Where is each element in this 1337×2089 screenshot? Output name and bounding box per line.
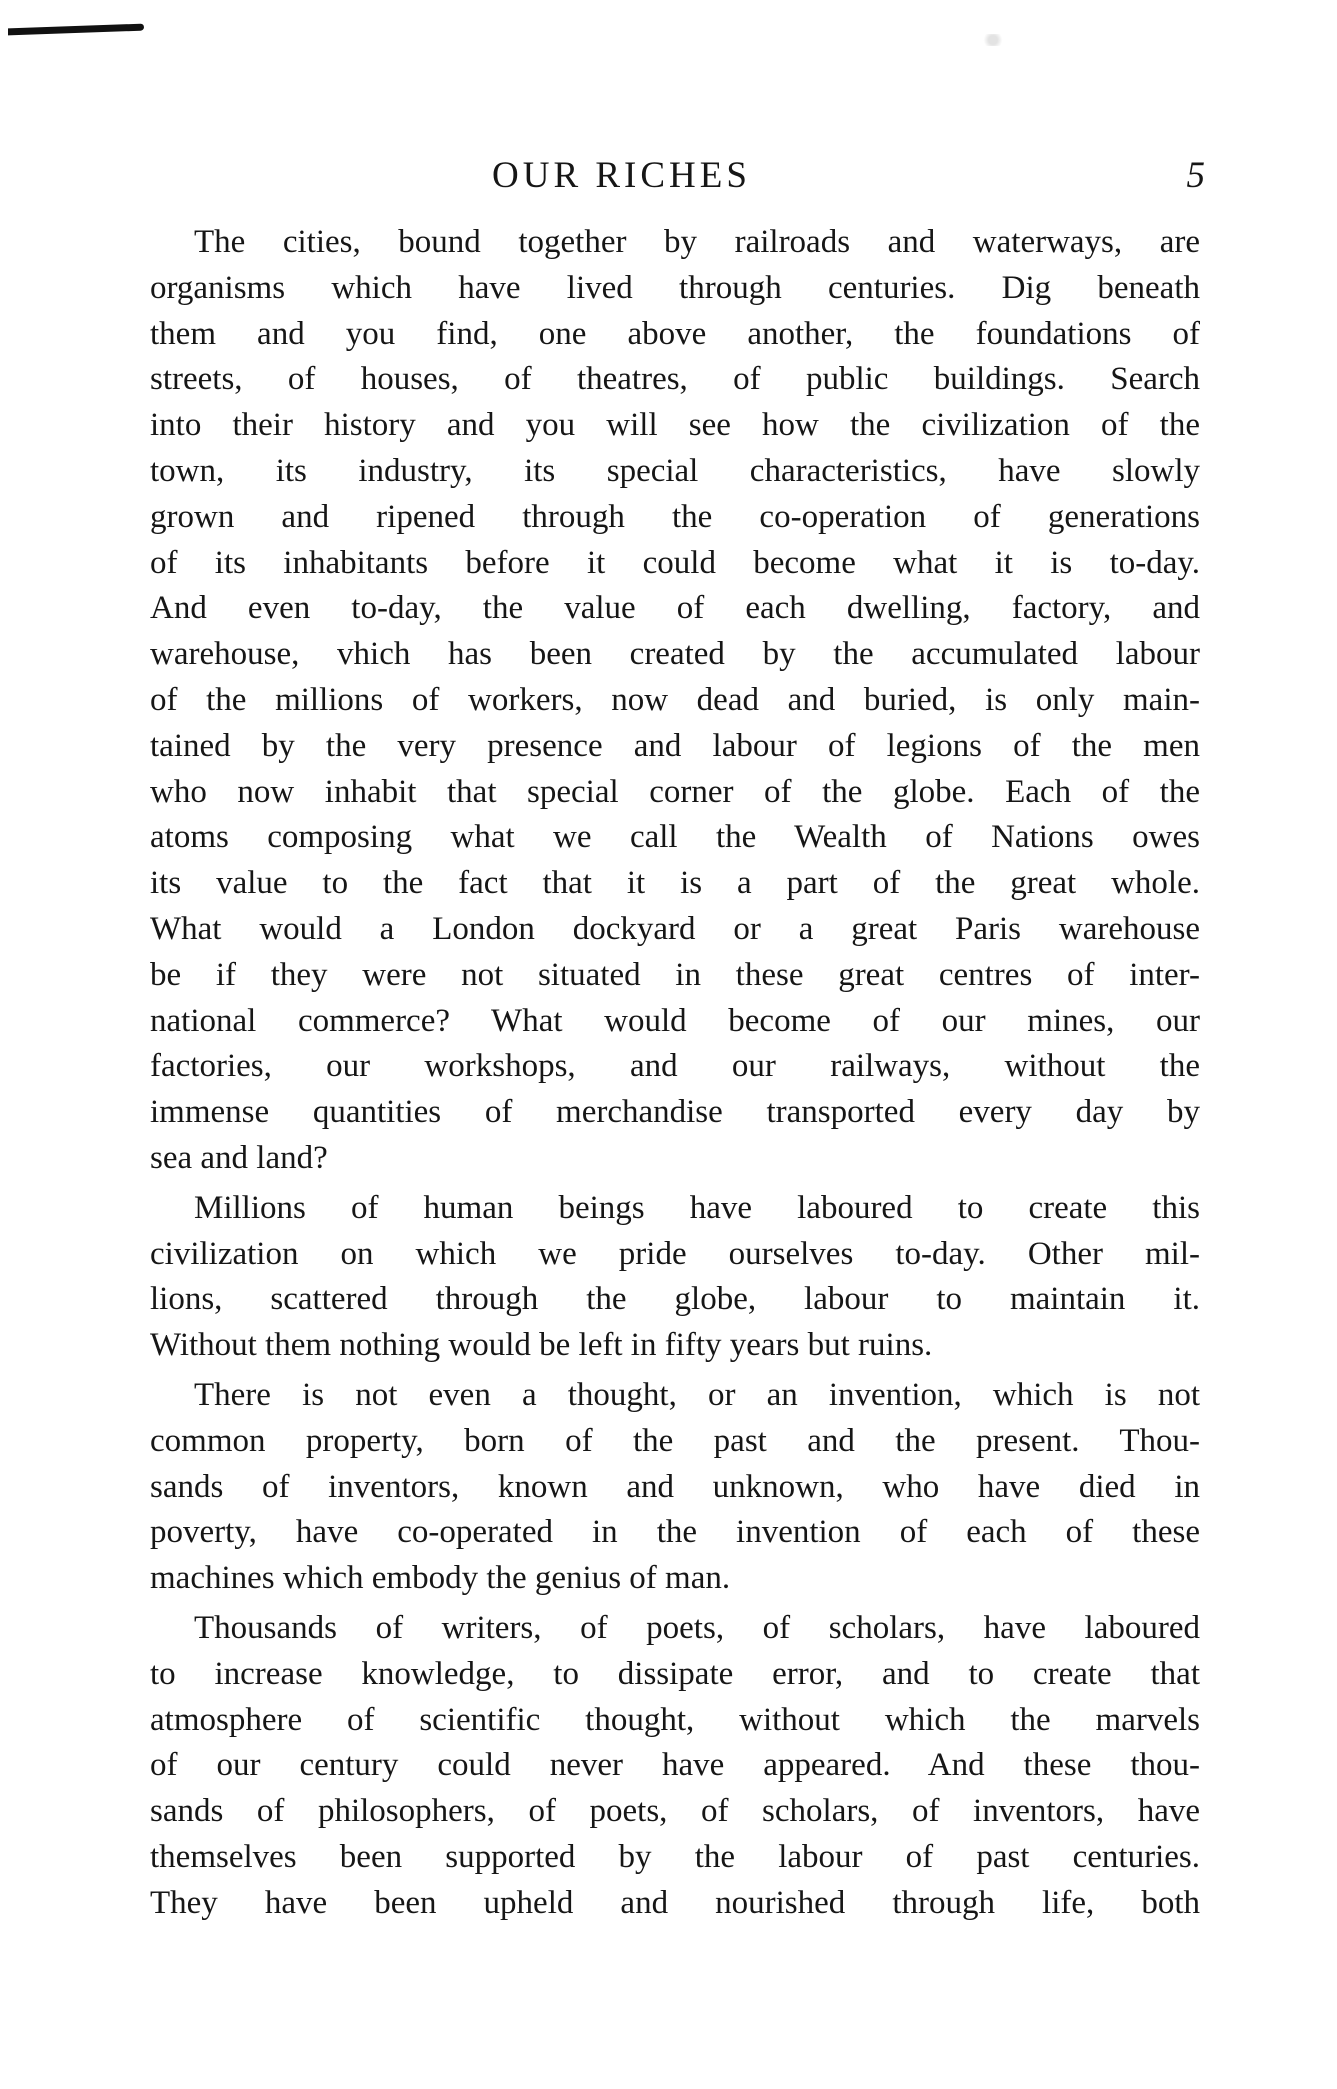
text-line: of our century could never have appeared. And these thou- — [150, 1747, 1200, 1784]
text-line: its value to the fact that it is a part of the great whole. — [150, 865, 1200, 902]
text-line: Without them nothing would be left in fifty years but ruins. — [150, 1327, 933, 1364]
text-line: sands of inventors, known and unknown, who have died in — [150, 1468, 1200, 1505]
text-line: common property, born of the past and the present. Thou- — [150, 1422, 1200, 1459]
text-line: warehouse, vhich has been created by the accumulated labour — [150, 636, 1200, 673]
text-line: sands of philosophers, of poets, of scholars, of inventors, have — [150, 1793, 1200, 1830]
text-line: machines which embody the genius of man. — [150, 1560, 731, 1597]
text-line: The cities, bound together by railroads and waterways, are — [194, 224, 1200, 260]
running-header — [150, 150, 1205, 202]
paragraph-4 — [150, 1606, 1200, 1927]
text-line: And even to-day, the value of each dwelling, factory, and — [150, 590, 1200, 627]
text-line: What would a London dockyard or a great Paris warehouse — [150, 910, 1200, 947]
text-line: sea and land? — [150, 1139, 328, 1176]
text-line: of its inhabitants before it could become what it is to-day. — [150, 544, 1200, 581]
text-line: civilization on which we pride ourselves to-day. Other mil- — [150, 1235, 1200, 1272]
page-number: 5 — [1186, 155, 1205, 196]
text-line: themselves been supported by the labour of past centuries. — [150, 1838, 1200, 1875]
text-line: into their history and you will see how the civilization of the — [150, 407, 1200, 444]
text-line: to increase knowledge, to dissipate error, and to create that — [150, 1655, 1200, 1692]
running-title: OUR RICHES — [492, 155, 751, 196]
text-line: who now inhabit that special corner of the globe. Each of the — [150, 773, 1200, 810]
text-line: organisms which have lived through centuries. Dig beneath — [150, 269, 1200, 306]
text-line: factories, our workshops, and our railways, without the — [150, 1048, 1200, 1085]
paragraph-3 — [150, 1373, 1200, 1602]
text-line: Thousands of writers, of poets, of scholars, have laboured — [194, 1609, 1200, 1646]
body-text — [150, 220, 1200, 1930]
text-line: lions, scattered through the globe, labour to maintain it. — [150, 1281, 1200, 1318]
scan-smudge — [969, 34, 1017, 46]
text-line: immense quantities of merchandise transported every day by — [150, 1094, 1200, 1131]
text-line: grown and ripened through the co-operation of generations — [150, 498, 1200, 535]
text-line: They have been upheld and nourished through life, both — [150, 1884, 1200, 1921]
scan-edge-mark — [8, 24, 144, 36]
text-line: streets, of houses, of theatres, of public buildings. Search — [150, 361, 1200, 398]
paragraph-1 — [150, 220, 1200, 1182]
text-line: of the millions of workers, now dead and buried, is only main- — [150, 681, 1200, 718]
text-line: poverty, have co-operated in the invention of each of these — [150, 1514, 1200, 1551]
text-line: be if they were not situated in these great centres of inter- — [150, 956, 1200, 993]
text-line: atmosphere of scientific thought, without which the marvels — [150, 1701, 1200, 1738]
text-line: Millions of human beings have laboured to create this — [194, 1189, 1200, 1226]
text-line: national commerce? What would become of our mines, our — [150, 1002, 1200, 1039]
text-line: them and you find, one above another, the foundations of — [150, 315, 1200, 352]
paragraph-2 — [150, 1186, 1200, 1369]
text-line: There is not even a thought, or an invention, which is not — [194, 1376, 1200, 1413]
text-line: atoms composing what we call the Wealth of Nations owes — [150, 819, 1200, 856]
text-line: tained by the very presence and labour of legions of the men — [150, 727, 1200, 764]
text-line: town, its industry, its special characteristics, have slowly — [150, 452, 1200, 489]
